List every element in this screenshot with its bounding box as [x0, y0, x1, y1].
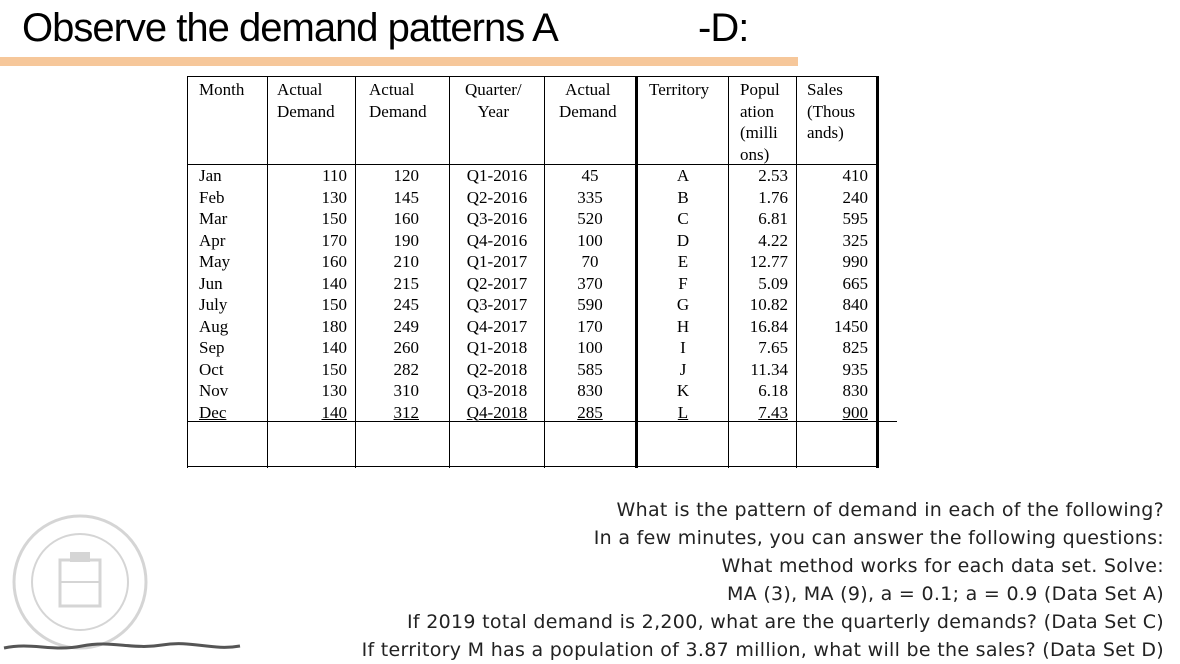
table-cell: Q2-2017 — [466, 273, 528, 293]
table-cell: 6.81 — [758, 209, 788, 228]
table-cell: 990 — [842, 252, 868, 271]
table-border-right — [876, 76, 879, 468]
table-cell: 282 — [393, 359, 419, 379]
header-actual-demand-b: Actual Demand — [369, 80, 427, 121]
table-grid-line — [267, 76, 268, 468]
table-cell: G — [676, 295, 690, 314]
table-grid-line — [355, 76, 356, 468]
table-cell: 190 — [393, 230, 419, 250]
table-cell: 370 — [577, 273, 603, 293]
question-line: What is the pattern of demand in each of the following? — [616, 499, 1164, 521]
table-grid-line — [728, 76, 729, 468]
table-cell: 11.34 — [750, 359, 788, 379]
table-cell: Q4-2017 — [466, 316, 528, 336]
table-cell: Q1-2016 — [466, 166, 528, 185]
table-cell: 935 — [842, 359, 868, 379]
table-cell: 590 — [577, 295, 603, 314]
table-cell: 285 — [577, 402, 603, 422]
title-underline-bar — [0, 57, 798, 66]
table-cell: Q2-2016 — [466, 187, 528, 207]
table-border-top — [187, 76, 879, 77]
table-cell: 160 — [321, 252, 347, 271]
slide-title — [22, 2, 749, 54]
table-cell: J — [679, 359, 687, 379]
table-cell: 170 — [577, 316, 603, 336]
table-cell: 160 — [393, 209, 419, 228]
table-cell: 150 — [321, 209, 347, 228]
table-cell: 520 — [577, 209, 603, 228]
table-cell: L — [677, 402, 689, 422]
table-cell: 1.76 — [758, 187, 788, 207]
demand-data-table — [187, 76, 897, 468]
table-cell: 585 — [577, 359, 603, 379]
table-cell: 100 — [577, 230, 603, 250]
table-cell: 100 — [577, 338, 603, 357]
question-line: If 2019 total demand is 2,200, what are the quarterly demands? (Data Set C) — [407, 611, 1164, 633]
table-cell: 312 — [393, 402, 419, 422]
table-cell: 140 — [321, 273, 347, 293]
table-cell: 310 — [393, 381, 419, 400]
table-cell: 70 — [581, 252, 599, 271]
table-grid-line — [544, 76, 545, 468]
table-cell: 410 — [842, 166, 868, 185]
table-cell: Q2-2018 — [466, 359, 528, 379]
table-cell: 210 — [393, 252, 419, 271]
table-cell: 830 — [577, 381, 603, 400]
table-cell: 6.18 — [758, 381, 788, 400]
table-cell: Q1-2017 — [466, 252, 528, 271]
header-actual-demand-c: Actual Demand — [559, 80, 617, 121]
table-cell: Q3-2016 — [466, 209, 528, 228]
table-cell: 10.82 — [749, 295, 788, 314]
table-cell: 335 — [577, 187, 603, 207]
table-cell: 7.43 — [758, 402, 788, 422]
table-cell: 240 — [842, 187, 868, 207]
table-cell: 145 — [393, 187, 419, 207]
table-cell: Q3-2018 — [466, 381, 528, 400]
header-territory: Territory — [649, 80, 710, 99]
slide-title-part1: Observe the demand patterns A — [22, 6, 558, 50]
table-cell: Dec — [199, 402, 227, 422]
table-cell: 249 — [393, 316, 419, 336]
table-cell: Aug — [199, 316, 229, 336]
table-cell: F — [678, 273, 688, 293]
column-demand-a — [271, 165, 347, 423]
university-seal-icon — [10, 512, 150, 652]
question-line: In a few minutes, you can answer the following questions: — [593, 527, 1164, 549]
table-cell: May — [199, 252, 231, 271]
table-cell: H — [676, 316, 690, 336]
table-cell: 45 — [581, 166, 599, 185]
table-cell: 130 — [321, 381, 347, 400]
table-cell: 16.84 — [749, 316, 788, 336]
table-cell: I — [680, 338, 686, 357]
table-cell: K — [676, 381, 690, 400]
table-cell: 260 — [393, 338, 419, 357]
header-actual-demand-a: Actual Demand — [277, 80, 335, 121]
header-quarter-year: Quarter/ Year — [465, 80, 522, 121]
column-demand-b — [357, 165, 419, 423]
table-border-bottom — [187, 466, 879, 467]
question-line: MA (3), MA (9), a = 0.1; a = 0.9 (Data Set A) — [726, 583, 1164, 605]
table-cell: 180 — [321, 316, 347, 336]
table-cell: Jun — [199, 273, 223, 293]
table-cell: 840 — [842, 295, 868, 314]
table-cell: Nov — [199, 381, 229, 400]
table-cell: 170 — [321, 230, 347, 250]
table-cell: 665 — [842, 273, 868, 293]
table-cell: 150 — [321, 295, 347, 314]
table-cell: Q1-2018 — [466, 338, 528, 357]
table-cell: 12.77 — [749, 252, 788, 271]
table-cell: 130 — [321, 187, 347, 207]
signature-scribble-icon — [2, 640, 242, 654]
table-cell: D — [676, 230, 690, 250]
table-cell: July — [199, 295, 228, 314]
table-border-left — [187, 76, 188, 468]
table-cell: 110 — [322, 166, 347, 185]
table-cell: 215 — [393, 273, 419, 293]
table-cell: 150 — [321, 359, 347, 379]
header-sales: Sales (Thous ands) — [807, 80, 856, 142]
table-cell: 140 — [321, 338, 347, 357]
table-cell: Jan — [199, 166, 222, 185]
table-cell: 7.65 — [758, 338, 788, 357]
question-line: If territory M has a population of 3.87 million, what will be the sales? (Data Set D) — [361, 639, 1164, 661]
table-cell: 2.53 — [758, 166, 788, 185]
column-demand-c — [546, 165, 634, 423]
table-cell: A — [676, 166, 690, 185]
header-population: Popul ation (milli ons) — [740, 80, 780, 164]
table-cell: 140 — [321, 402, 347, 422]
table-cell: 825 — [842, 338, 868, 357]
question-list — [362, 496, 1164, 664]
slide-title-part2: -D: — [698, 6, 749, 50]
table-cell: Oct — [199, 359, 224, 379]
table-cell: Sep — [199, 338, 225, 357]
table-cell: 4.22 — [758, 230, 788, 250]
table-cell: Mar — [199, 209, 228, 228]
header-month: Month — [199, 80, 245, 99]
table-cell: Apr — [199, 230, 226, 250]
table-cell: Q4-2018 — [466, 402, 528, 422]
column-territory — [638, 165, 728, 423]
table-cell: 830 — [842, 381, 868, 400]
column-sales — [798, 165, 868, 423]
table-cell: 595 — [842, 209, 868, 228]
table-cell: 1450 — [834, 316, 868, 336]
column-month — [199, 165, 265, 423]
table-cell: C — [677, 209, 689, 228]
table-cell: 325 — [842, 230, 868, 250]
table-cell: Feb — [199, 187, 225, 207]
table-cell: E — [677, 252, 689, 271]
table-grid-line — [449, 76, 450, 468]
table-grid-line — [796, 76, 797, 468]
table-cell: 245 — [393, 295, 419, 314]
table-cell: 120 — [393, 166, 419, 185]
column-population — [730, 165, 788, 423]
table-cell: Q3-2017 — [466, 295, 528, 314]
column-quarter — [451, 165, 543, 423]
question-line: What method works for each data set. Solve: — [721, 555, 1164, 577]
table-cell: 5.09 — [758, 273, 788, 293]
table-cell: 900 — [842, 402, 868, 422]
table-cell: Q4-2016 — [466, 230, 528, 250]
table-cell: B — [677, 187, 689, 207]
